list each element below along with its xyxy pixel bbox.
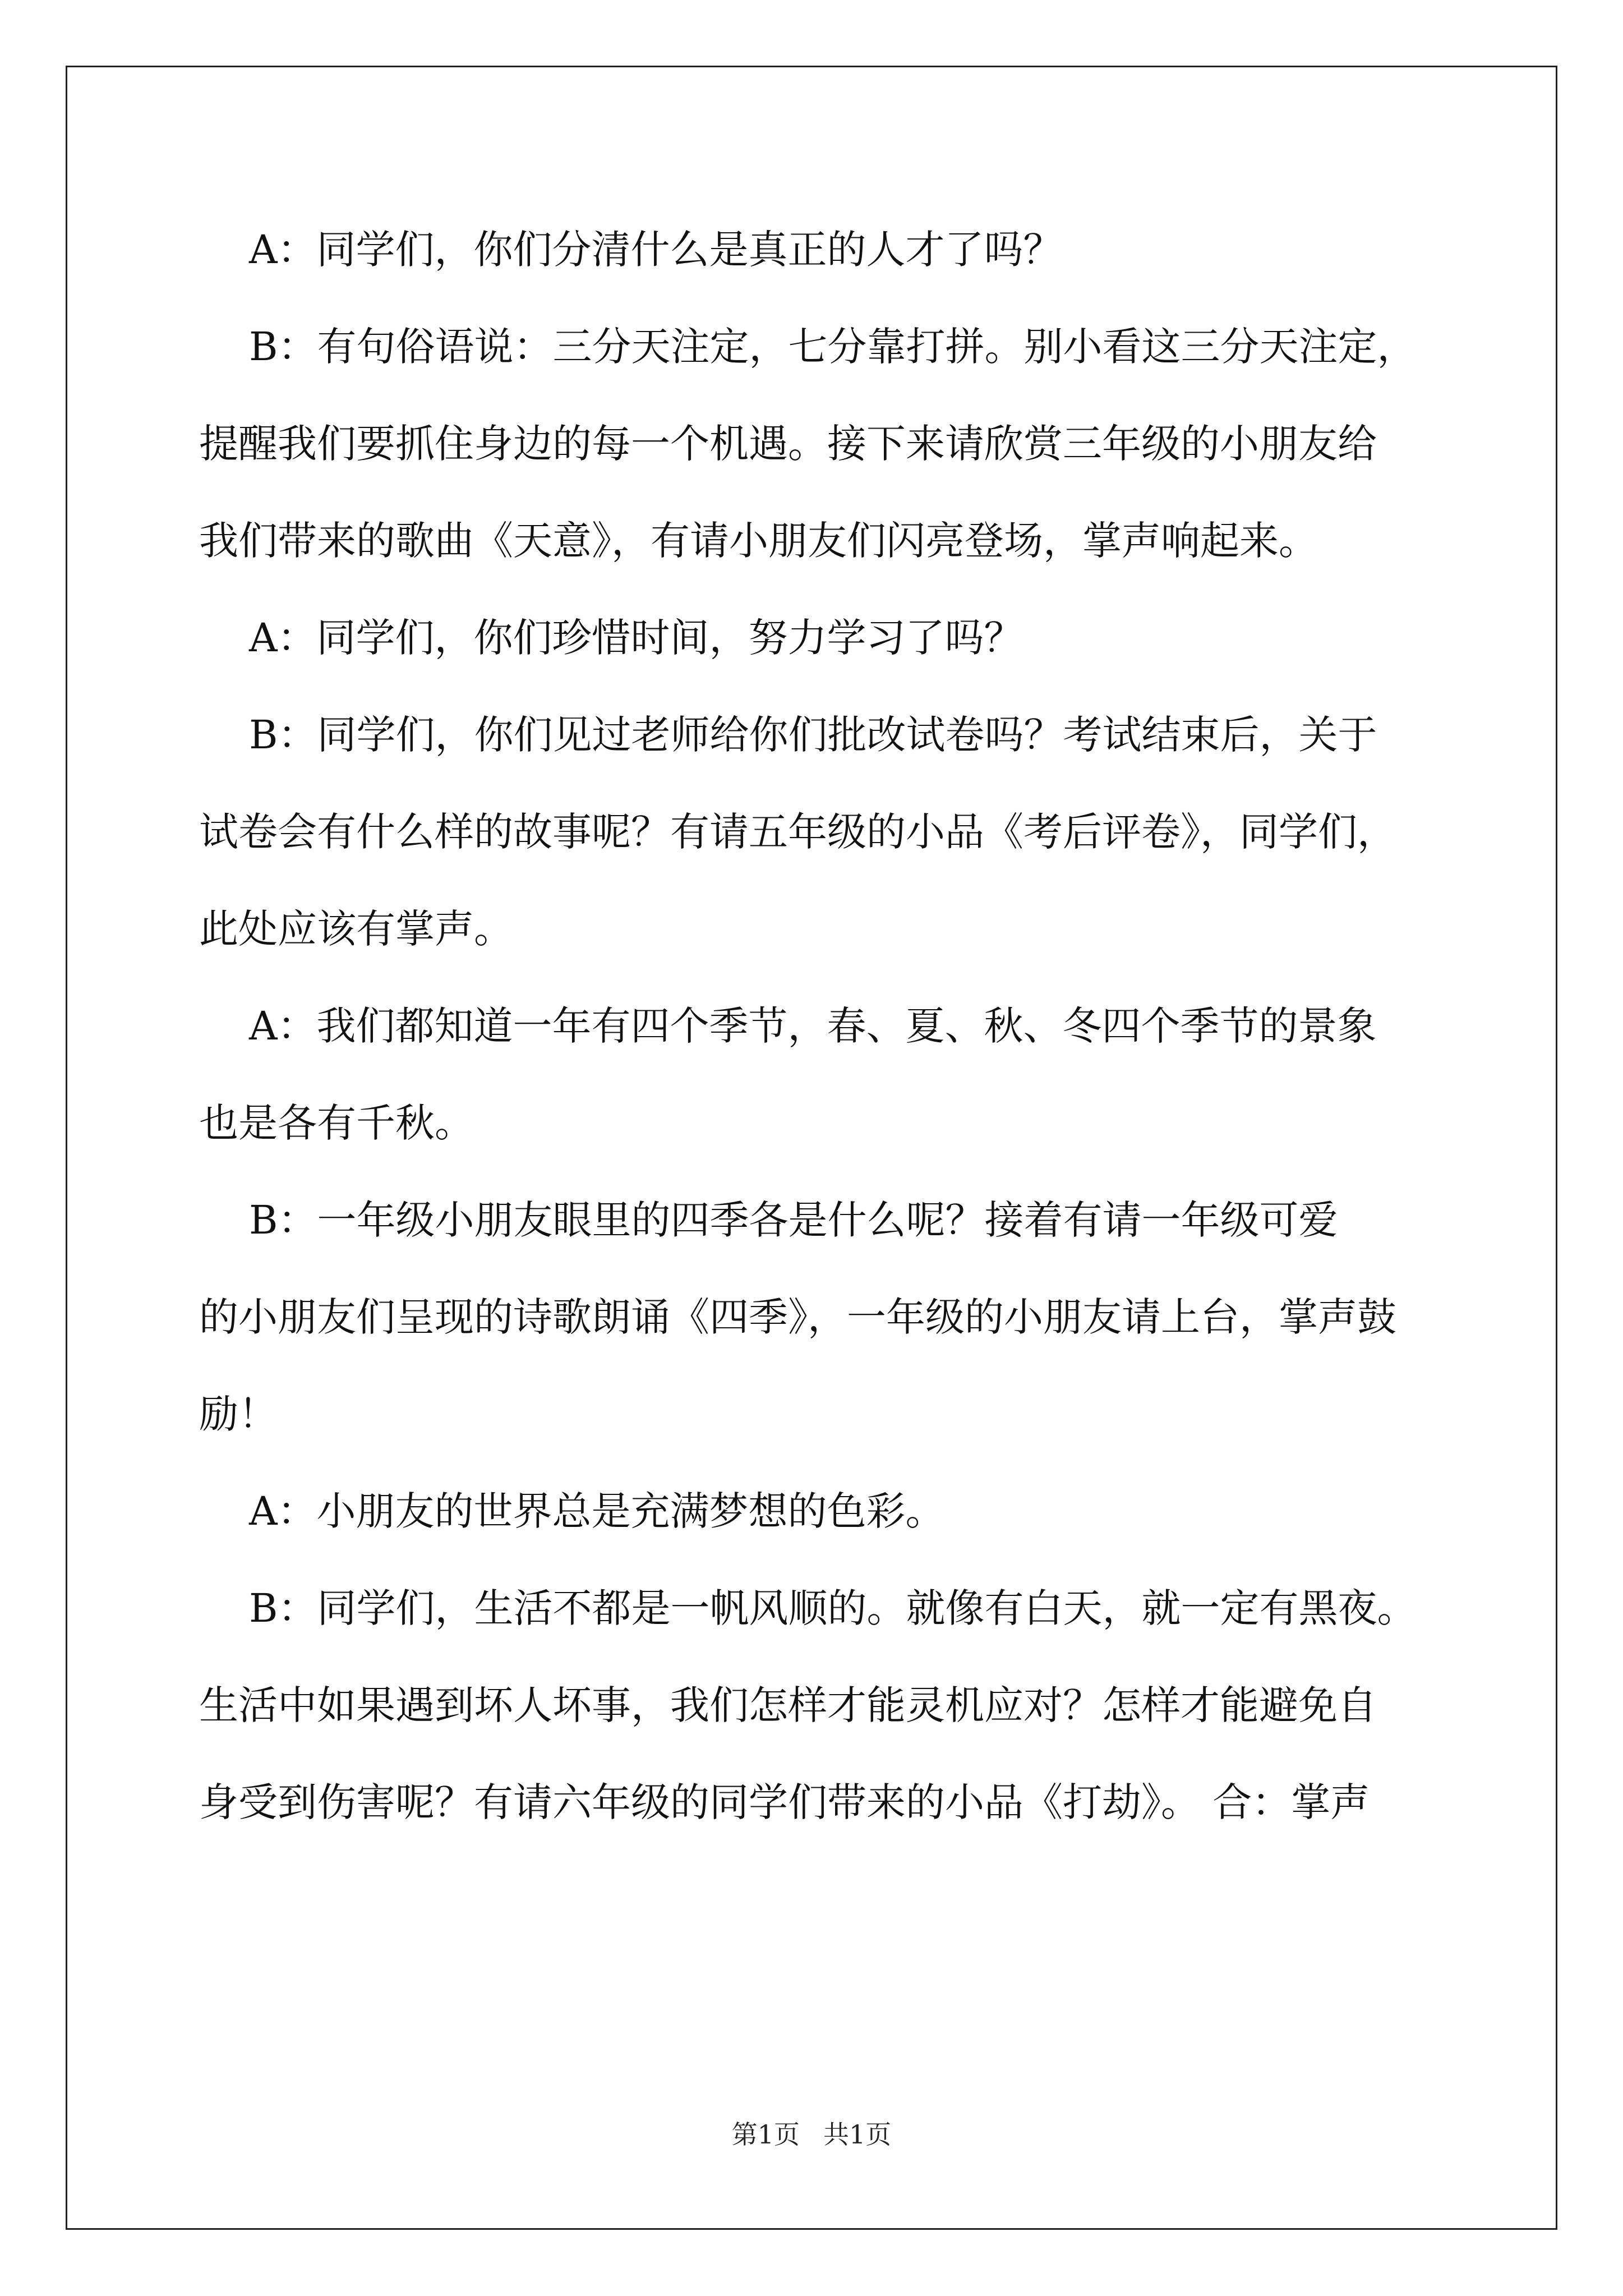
text-line: 此处应该有掌声。: [199, 906, 513, 952]
text-line: 我们带来的歌曲《天意》，有请小朋友们闪亮登场，掌声响起来。: [199, 518, 1318, 564]
text-line: B：有句俗语说：三分天注定，七分靠打拼。别小看这三分天注定，: [199, 324, 1417, 370]
text-line: 也是各有千秋。: [199, 1100, 474, 1146]
text-line: A：同学们，你们分清什么是真正的人才了吗？: [199, 227, 1063, 273]
text-line: A：小朋友的世界总是充满梦想的色彩。: [199, 1488, 945, 1534]
text-line: 试卷会有什么样的故事呢？有请五年级的小品《考后评卷》，同学们，: [199, 809, 1396, 855]
text-line: 励！: [199, 1391, 278, 1437]
text-line: 的小朋友们呈现的诗歌朗诵《四季》，一年级的小朋友请上台，掌声鼓: [199, 1294, 1396, 1340]
text-line: B：一年级小朋友眼里的四季各是什么呢？接着有请一年级可爱: [199, 1197, 1338, 1243]
page-footer: [0, 2118, 1623, 2151]
page-number: 第1页: [731, 2119, 800, 2150]
page-total: 共1页: [823, 2119, 892, 2150]
text-line: 身受到伤害呢？有请六年级的同学们带来的小品《打劫》。 合：掌声: [199, 1779, 1370, 1825]
text-line: A：同学们，你们珍惜时间，努力学习了吗？: [199, 615, 1023, 661]
text-line: B：同学们，生活不都是一帆风顺的。就像有白天，就一定有黑夜。: [199, 1585, 1417, 1631]
text-line: 生活中如果遇到坏人坏事，我们怎样才能灵机应对？怎样才能避免自: [199, 1682, 1377, 1728]
text-line: A：我们都知道一年有四个季节，春、夏、秋、冬四个季节的景象: [199, 1003, 1377, 1049]
text-line: B：同学们，你们见过老师给你们批改试卷吗？考试结束后，关于: [199, 712, 1377, 758]
text-line: 提醒我们要抓住身边的每一个机遇。接下来请欣赏三年级的小朋友给: [199, 421, 1377, 467]
